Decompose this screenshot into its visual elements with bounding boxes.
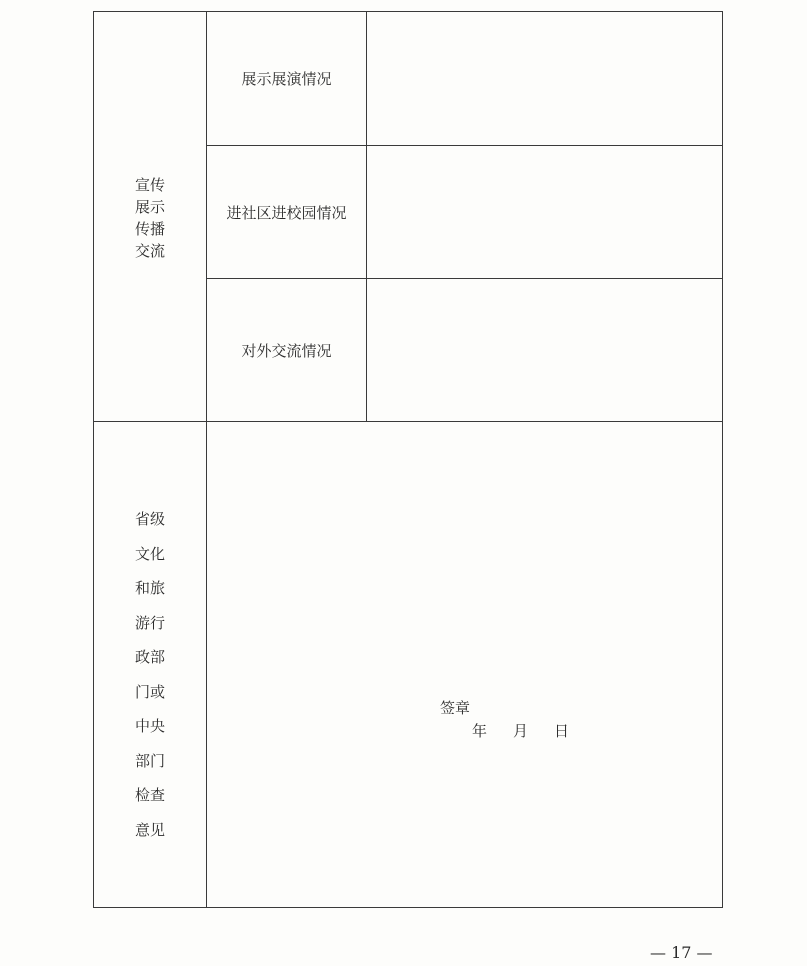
label-line: 传播 [134, 220, 165, 238]
label-line: 宣传 [134, 176, 165, 194]
page-number: — 17 — [650, 943, 713, 962]
label-line: 意见 [134, 820, 165, 839]
table-border-left [93, 11, 94, 908]
date-day-label: 日 [554, 722, 570, 740]
date-month-label: 月 [513, 722, 529, 740]
label-line: 和旅 [134, 579, 165, 597]
label-line: 交流 [134, 242, 165, 260]
section-label-review-opinion [120, 502, 180, 847]
cell-exhibition-content[interactable] [367, 12, 722, 145]
date-year-label: 年 [472, 722, 488, 740]
label-line: 门或 [134, 682, 165, 701]
row-label-community-campus: 进社区进校园情况 [226, 204, 347, 222]
table-border-bottom [93, 907, 723, 908]
section-label-publicity [120, 174, 180, 262]
signature-seal-label: 签章 [440, 699, 471, 717]
label-line: 文化 [134, 544, 165, 563]
label-line: 中央 [134, 717, 165, 735]
review-opinion-area[interactable] [207, 422, 722, 907]
label-line: 部门 [134, 751, 165, 770]
label-line: 检查 [134, 786, 165, 804]
cell-external-exchange-content[interactable] [367, 279, 722, 421]
label-line: 游行 [134, 613, 165, 632]
label-line: 展示 [134, 198, 165, 216]
row-label-exhibition: 展示展演情况 [241, 70, 332, 88]
cell-community-campus-content[interactable] [367, 146, 722, 278]
row-label-external-exchange: 对外交流情况 [241, 342, 332, 360]
label-line: 政部 [134, 648, 165, 666]
label-line: 省级 [134, 510, 165, 528]
